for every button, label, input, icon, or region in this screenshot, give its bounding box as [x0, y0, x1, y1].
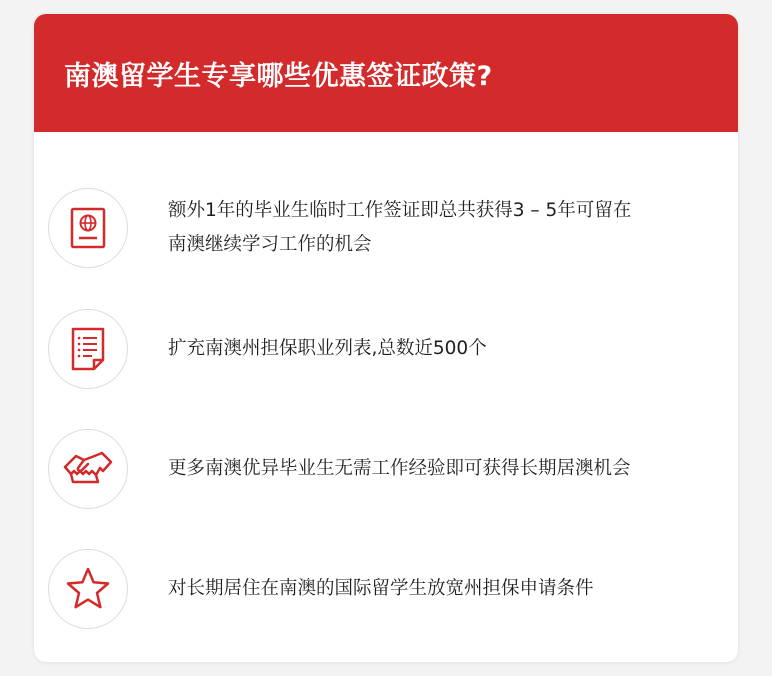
item-text: 更多南澳优异毕业生无需工作经验即可获得长期居澳机会 — [168, 458, 631, 479]
document-list-icon — [68, 326, 108, 372]
list-item — [48, 547, 728, 631]
star-icon — [63, 565, 113, 613]
icon-circle — [48, 188, 128, 268]
item-text: 扩充南澳州担保职业列表,总数近500个 — [168, 338, 487, 359]
icon-circle — [48, 429, 128, 509]
passport-icon — [68, 206, 108, 250]
icon-circle — [48, 309, 128, 389]
page-title: 南澳留学生专享哪些优惠签证政策? — [64, 60, 493, 92]
list-item — [48, 307, 728, 391]
policy-card — [34, 14, 738, 662]
list-item — [48, 427, 728, 511]
handshake-icon — [62, 447, 114, 491]
icon-circle — [48, 549, 128, 629]
item-text: 额外1年的毕业生临时工作签证即总共获得3 – 5年可留在南澳继续学习工作的机会 — [168, 200, 632, 255]
list-item — [48, 186, 728, 270]
card-header — [34, 14, 738, 132]
item-text: 对长期居住在南澳的国际留学生放宽州担保申请条件 — [168, 578, 594, 599]
